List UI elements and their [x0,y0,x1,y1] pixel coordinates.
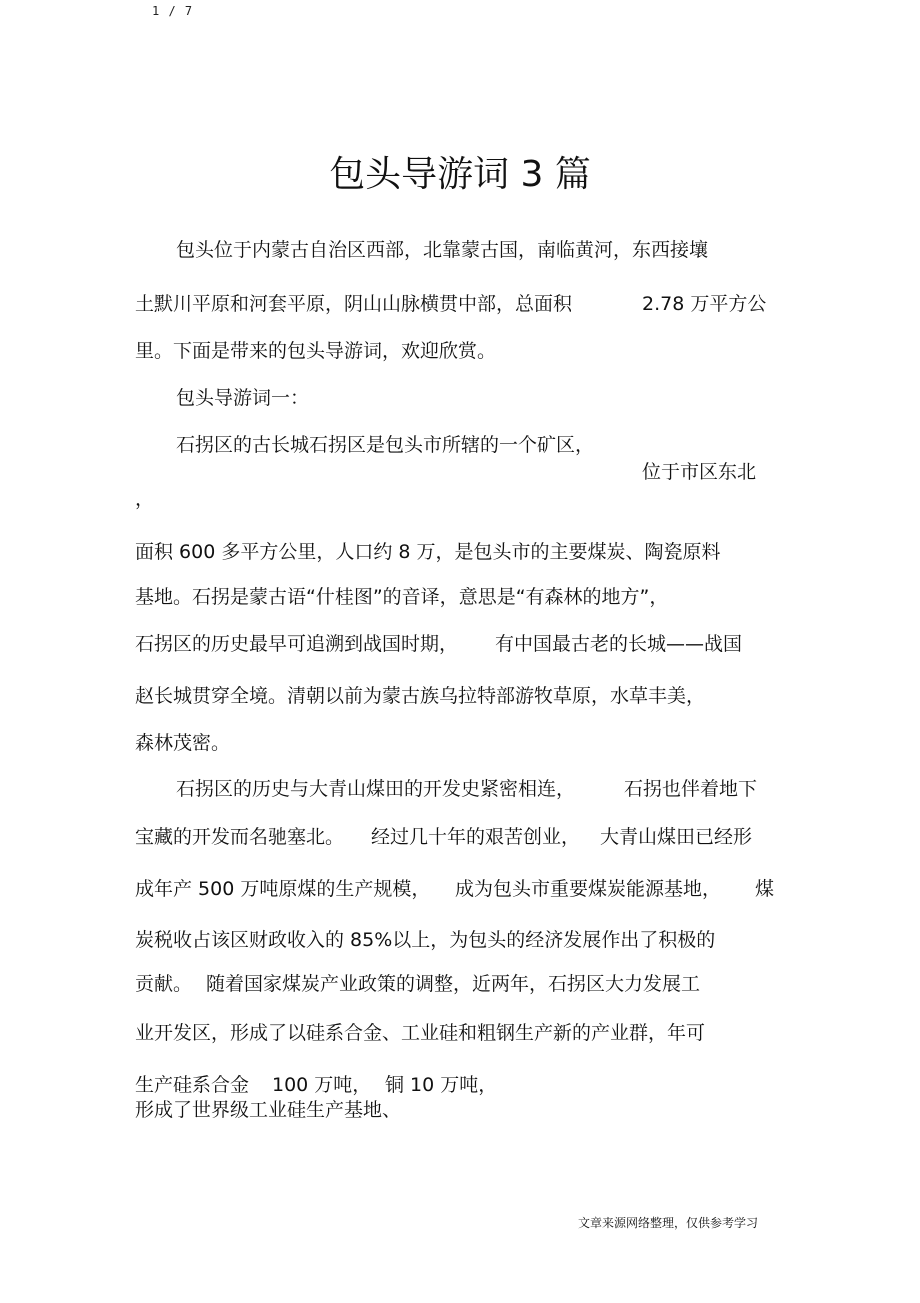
text-line: 大青山煤田已经形 [600,826,753,848]
text-line: 石拐区的历史最早可追溯到战国时期， [135,633,459,655]
text-line: 位于市区东北 [642,461,757,483]
subheading: 包头导游词一： [176,387,310,409]
text-line: 石拐区的历史与大青山煤田的开发史紧密相连， [176,778,576,800]
footer-note: 文章来源网络整理，仅供参考学习 [578,1216,759,1230]
text-line: 石拐区的古长城石拐区是包头市所辖的一个矿区， [176,434,595,456]
text-line: 赵长城贯穿全境。清朝以前为蒙古族乌拉特部游牧草原，水草丰美， [135,685,706,707]
text-line: 包头位于内蒙古自治区西部，北靠蒙古国，南临黄河，东西接壤 [176,239,709,261]
text-line: 成为包头市重要煤炭能源基地， [455,878,722,900]
text-line: 里。下面是带来的包头导游词，欢迎欣赏。 [135,340,497,362]
text-line: 有中国最古老的长城——战国 [495,633,743,655]
text-line: 业开发区，形成了以硅系合金、工业硅和粗钢生产新的产业群，年可 [135,1022,706,1044]
document-title: 包头导游词 3 篇 [329,154,591,195]
text-line: 100 万吨， [272,1074,372,1096]
text-line: 成年产 500 万吨原煤的生产规模， [135,878,431,900]
text-line: 随着国家煤炭产业政策的调整，近两年，石拐区大力发展工 [206,973,701,995]
text-line: 经过几十年的艰苦创业， [371,826,581,848]
text-line: 森林茂密。 [135,732,231,754]
text-line: 炭税收占该区财政收入的 85%以上，为包头的经济发展作出了积极的 [135,929,716,951]
text-line: 2.78 万平方公 [642,293,767,315]
text-line: 贡献。 [135,973,193,995]
text-line: 铜 10 万吨， [385,1074,498,1096]
text-line: ， [135,488,155,510]
text-line: 土默川平原和河套平原，阴山山脉横贯中部，总面积 [135,293,573,315]
text-line: 面积 600 多平方公里，人口约 8 万，是包头市的主要煤炭、陶瓷原料 [135,541,721,563]
text-line: 基地。石拐是蒙古语“什桂图”的音译，意思是“有森林的地方”， [135,586,669,608]
text-line: 煤 [755,878,775,900]
text-line: 石拐也伴着地下 [624,778,758,800]
text-line: 宝藏的开发而名驰塞北。 [135,826,345,848]
text-line: 生产硅系合金 [135,1074,250,1096]
page-indicator: 1 / 7 [152,4,194,18]
text-line: 形成了世界级工业硅生产基地、 [135,1099,402,1121]
